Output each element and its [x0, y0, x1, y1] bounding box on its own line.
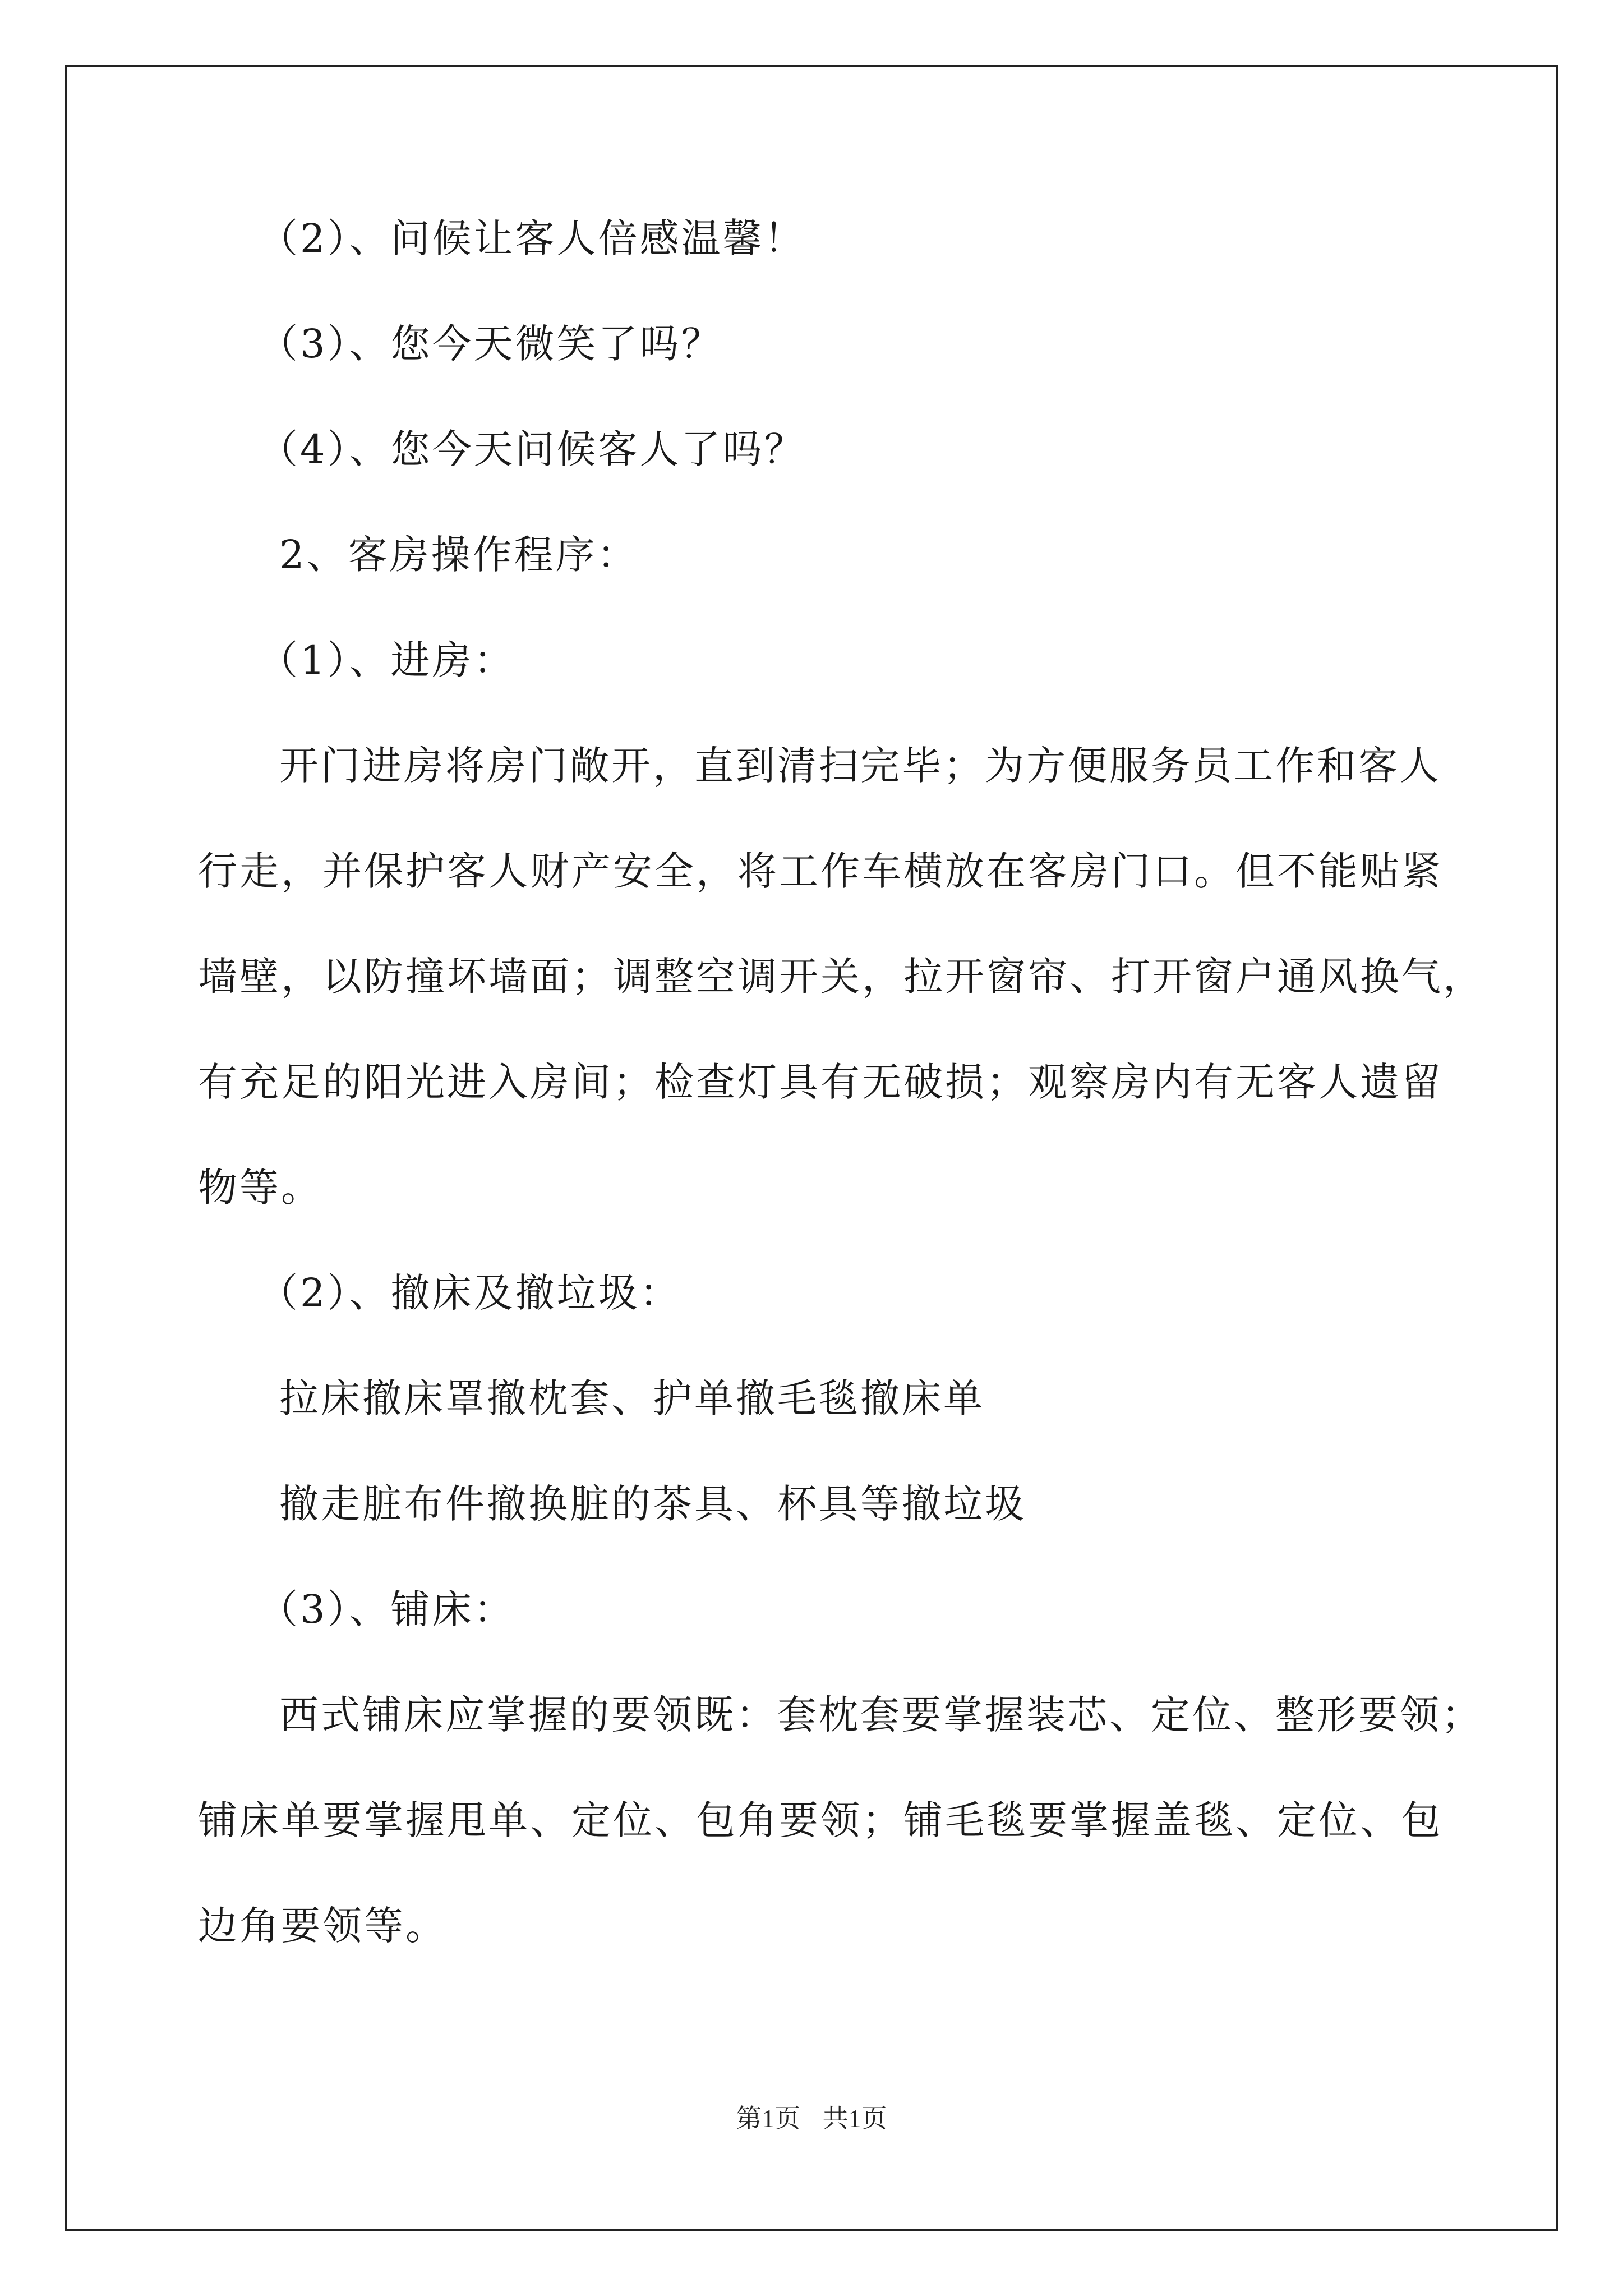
paragraph-line: 开门进房将房门敞开，直到清扫完毕；为方便服务员工作和客人 — [279, 743, 1441, 789]
paragraph-line: 边角要领等。 — [198, 1903, 447, 1949]
paragraph-line: 物等。 — [198, 1165, 322, 1211]
subsection-heading: （1）、进房： — [259, 637, 515, 683]
paragraph-line: （2）、问候让客人倍感温馨！ — [259, 215, 806, 261]
paragraph-line: 行走，并保护客人财产安全，将工作车横放在客房门口。但不能贴紧 — [198, 848, 1443, 894]
paragraph-line: 拉床撤床罩撤枕套、护单撤毛毯撤床单 — [279, 1375, 985, 1421]
paragraph-line: （3）、您今天微笑了吗？ — [259, 321, 723, 367]
paragraph-line: 有充足的阳光进入房间；检查灯具有无破损；观察房内有无客人遗留 — [198, 1059, 1443, 1105]
paragraph-line: 铺床单要掌握甩单、定位、包角要领；铺毛毯要掌握盖毯、定位、包 — [198, 1797, 1443, 1843]
paragraph-line: 墙壁，以防撞坏墙面；调整空调开关，拉开窗帘、打开窗户通风换气， — [198, 954, 1484, 1000]
page-total: 共1页 — [822, 2104, 887, 2133]
page-number: 第1页 — [736, 2104, 801, 2133]
paragraph-line: 西式铺床应掌握的要领既：套枕套要掌握装芯、定位、整形要领； — [279, 1692, 1483, 1738]
subsection-heading: （3）、铺床： — [259, 1586, 515, 1632]
paragraph-line: （4）、您今天问候客人了吗？ — [259, 426, 806, 472]
subsection-heading: （2）、撤床及撤垃圾： — [259, 1270, 681, 1316]
section-heading: 2、客房操作程序： — [279, 532, 639, 578]
page-footer — [0, 2098, 1623, 2135]
paragraph-line: 撤走脏布件撤换脏的茶具、杯具等撤垃圾 — [279, 1481, 1026, 1527]
